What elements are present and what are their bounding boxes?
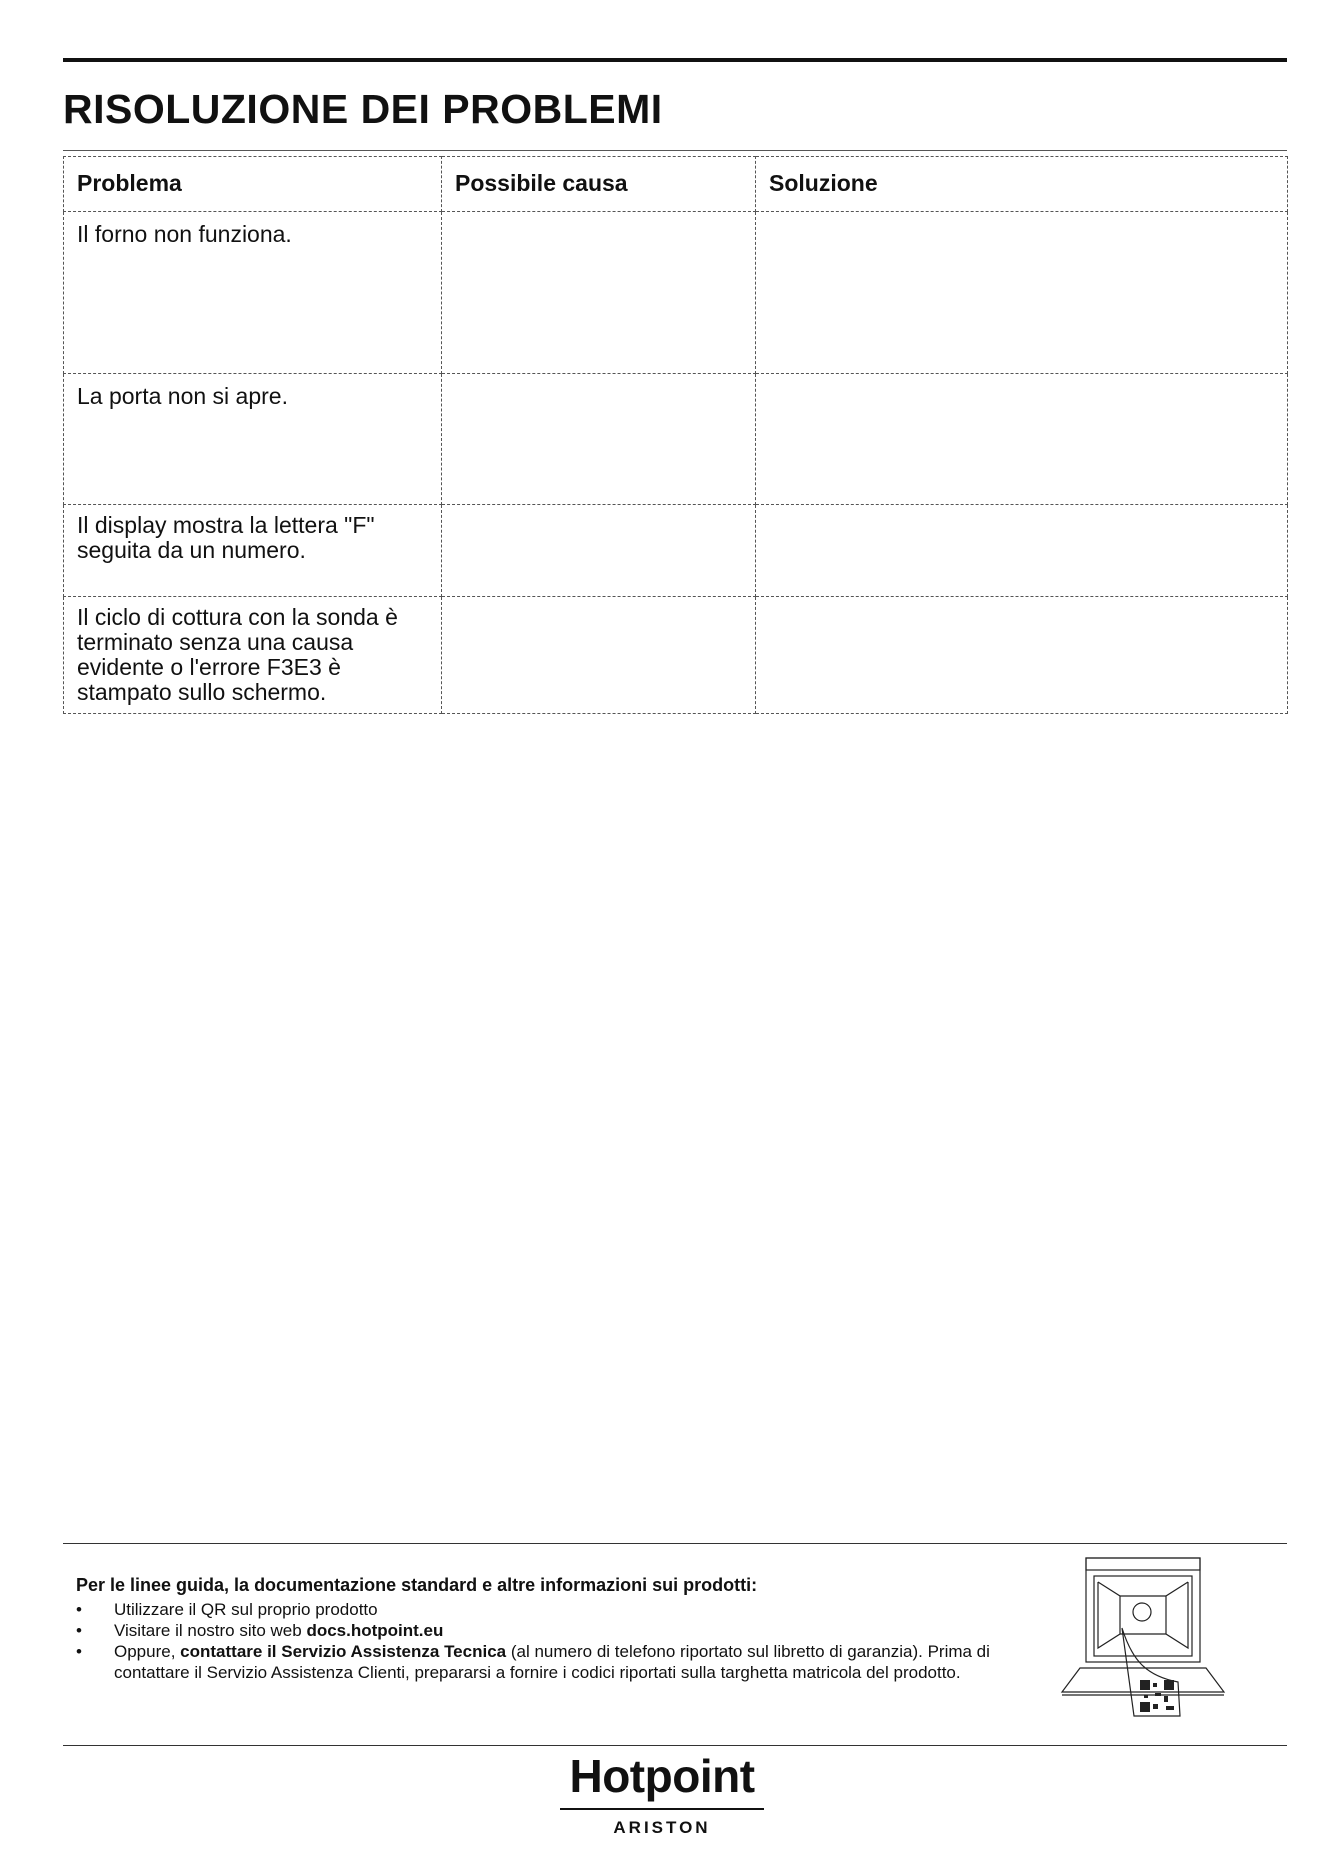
problem-cell: Il forno non funziona.: [64, 212, 442, 374]
top-rule: [63, 58, 1287, 62]
problem-cell: Il display mostra la lettera "F" seguita da un numero.: [64, 505, 442, 597]
solution-cell: [756, 374, 1288, 505]
bullet-icon: •: [76, 1600, 82, 1619]
solution-cell: [756, 212, 1288, 374]
header-solution: Soluzione: [756, 157, 1288, 212]
info-item-contact-prefix: Oppure,: [114, 1642, 181, 1661]
info-list: [76, 1599, 1036, 1683]
bullet-icon: •: [76, 1642, 82, 1661]
table-row: [64, 212, 1288, 374]
cause-cell: [442, 597, 756, 714]
table-row: [64, 597, 1288, 714]
brand-subtitle: ARISTON: [613, 1818, 711, 1837]
table-header-row: [64, 157, 1288, 212]
solution-cell: [756, 597, 1288, 714]
info-heading: Per le linee guida, la documentazione standard e altre informazioni sui prodotti:: [76, 1575, 758, 1595]
info-item-contact-rest: (al numero di telefono riportato sul libretto di garanzia). Prima di contattare il Servizio Assistenza Clienti, prepararsi a fornire i codici riportati sulla targhetta matricola del prodotto.: [114, 1642, 990, 1682]
info-item-website: [76, 1620, 1036, 1641]
bullet-icon: •: [76, 1621, 82, 1640]
info-section: [76, 1575, 1036, 1683]
page-title: RISOLUZIONE DEI PROBLEMI: [63, 86, 663, 132]
header-problem: Problema: [64, 157, 442, 212]
table-row: [64, 505, 1288, 597]
info-item-contact: [76, 1641, 1036, 1683]
cause-cell: [442, 212, 756, 374]
brand-underline: [560, 1808, 764, 1810]
contact-service-text: contattare il Servizio Assistenza Tecnica: [180, 1642, 507, 1661]
info-item-website-text: Visitare il nostro sito web: [114, 1621, 307, 1640]
brand-logo: [0, 1750, 1324, 1838]
oven-qr-illustration: [1060, 1556, 1226, 1718]
table-row: [64, 374, 1288, 505]
title-rule: [63, 150, 1287, 151]
info-item-qr-text: Utilizzare il QR sul proprio prodotto: [114, 1600, 378, 1619]
qr-code-icon: [1140, 1680, 1174, 1712]
cause-cell: [442, 505, 756, 597]
footer-divider: [63, 1745, 1287, 1746]
info-divider: [63, 1543, 1287, 1544]
header-cause: Possibile causa: [442, 157, 756, 212]
solution-cell: [756, 505, 1288, 597]
problem-cell: La porta non si apre.: [64, 374, 442, 505]
website-link[interactable]: docs.hotpoint.eu: [306, 1621, 444, 1640]
info-item-qr: [76, 1599, 1036, 1620]
troubleshooting-table: [63, 156, 1288, 714]
cause-cell: [442, 374, 756, 505]
brand-name: Hotpoint: [569, 1750, 755, 1802]
problem-cell: Il ciclo di cottura con la sonda è terminato senza una causa evidente o l'errore F3E3 è stampato sullo schermo.: [64, 597, 442, 714]
